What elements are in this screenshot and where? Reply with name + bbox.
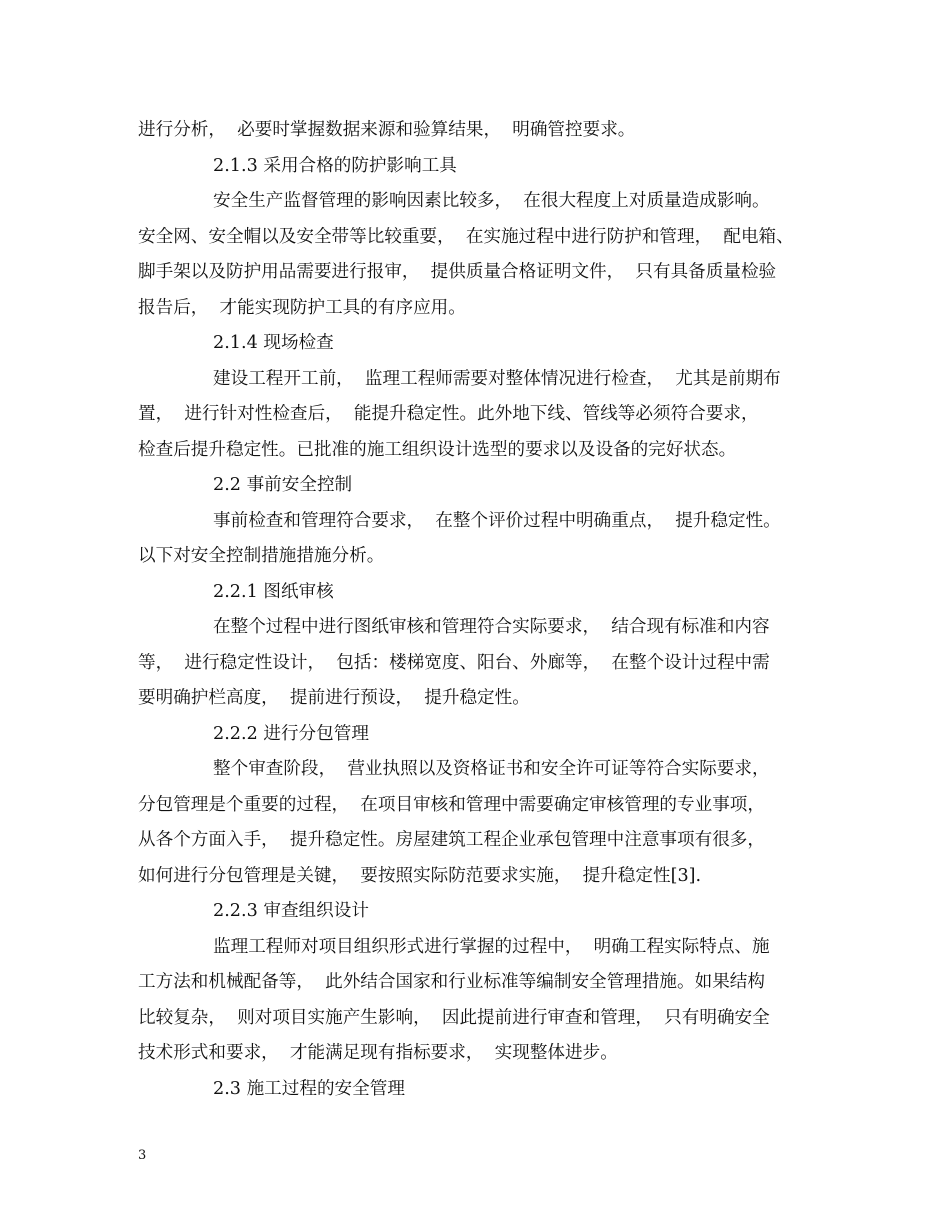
paragraph-first-line: 安全生产监督管理的影响因素比较多， 在很大程度上对质量造成影响。 (213, 191, 770, 211)
text-line: 比较复杂， 则对项目实施产生影响， 因此提前进行审查和管理， 只有明确安全 (138, 1007, 770, 1028)
text-line: 安全网、安全帽以及安全带等比较重要， 在实施过程中进行防护和管理， 配电箱、 (138, 226, 794, 247)
section-heading: 2.3 施工过程的安全管理 (213, 1078, 405, 1099)
text-line: 技术形式和要求， 才能满足现有指标要求， 实现整体进步。 (138, 1043, 618, 1063)
text-line: 工方法和机械配备等， 此外结合国家和行业标准等编制安全管理措施。如果结构 (138, 972, 765, 992)
document-body (138, 113, 828, 1107)
text-line: 以下对安全控制措施措施分析。 (138, 546, 385, 566)
text-line: 等， 进行稳定性设计， 包括：楼梯宽度、阳台、外廊等， 在整个设计过程中需 (138, 652, 770, 673)
page-number: 3 (138, 1148, 147, 1163)
text-line: 脚手架以及防护用品需要进行报审， 提供质量合格证明文件， 只有具备质量检验 (138, 262, 777, 282)
section-heading: 2.2 事前安全控制 (213, 475, 353, 495)
paragraph-first-line: 建设工程开工前， 监理工程师需要对整体情况进行检查， 尤其是前期布 (213, 368, 781, 389)
text-line: 分包管理是个重要的过程， 在项目审核和管理中需要确定审核管理的专业事项， (138, 794, 765, 815)
section-heading: 2.2.1 图纸审核 (213, 581, 334, 602)
section-heading: 2.2.2 进行分包管理 (213, 723, 369, 744)
paragraph-first-line: 整个审查阶段， 营业执照以及资格证书和安全许可证等符合实际要求， (213, 759, 770, 779)
text-line: 要明确护栏高度， 提前进行预设， 提升稳定性。 (138, 688, 530, 708)
paragraph-first-line: 监理工程师对项目组织形式进行掌握的过程中， 明确工程实际特点、施 (213, 936, 770, 957)
text-line: 进行分析， 必要时掌握数据来源和验算结果， 明确管控要求。 (138, 120, 636, 140)
paragraph-first-line: 在整个过程中进行图纸审核和管理符合实际要求， 结合现有标准和内容 (213, 617, 770, 637)
section-heading: 2.2.3 审查组织设计 (213, 901, 369, 921)
text-line: 报告后， 才能实现防护工具的有序应用。 (138, 297, 466, 318)
text-line: 检查后提升稳定性。已批准的施工组织设计选型的要求以及设备的完好状态。 (138, 439, 737, 460)
text-line: 从各个方面入手， 提升稳定性。房屋建筑工程企业承包管理中注意事项有很多， (138, 830, 765, 850)
section-heading: 2.1.3 采用合格的防护影响工具 (213, 155, 457, 176)
text-line: 如何进行分包管理是关键， 要按照实际防范要求实施， 提升稳定性[3]. (138, 865, 702, 886)
text-line: 置， 进行针对性检查后， 能提升稳定性。此外地下线、管线等必须符合要求， (138, 404, 759, 424)
section-heading: 2.1.4 现场检查 (213, 333, 334, 353)
paragraph-first-line: 事前检查和管理符合要求， 在整个评价过程中明确重点， 提升稳定性。 (213, 510, 781, 531)
